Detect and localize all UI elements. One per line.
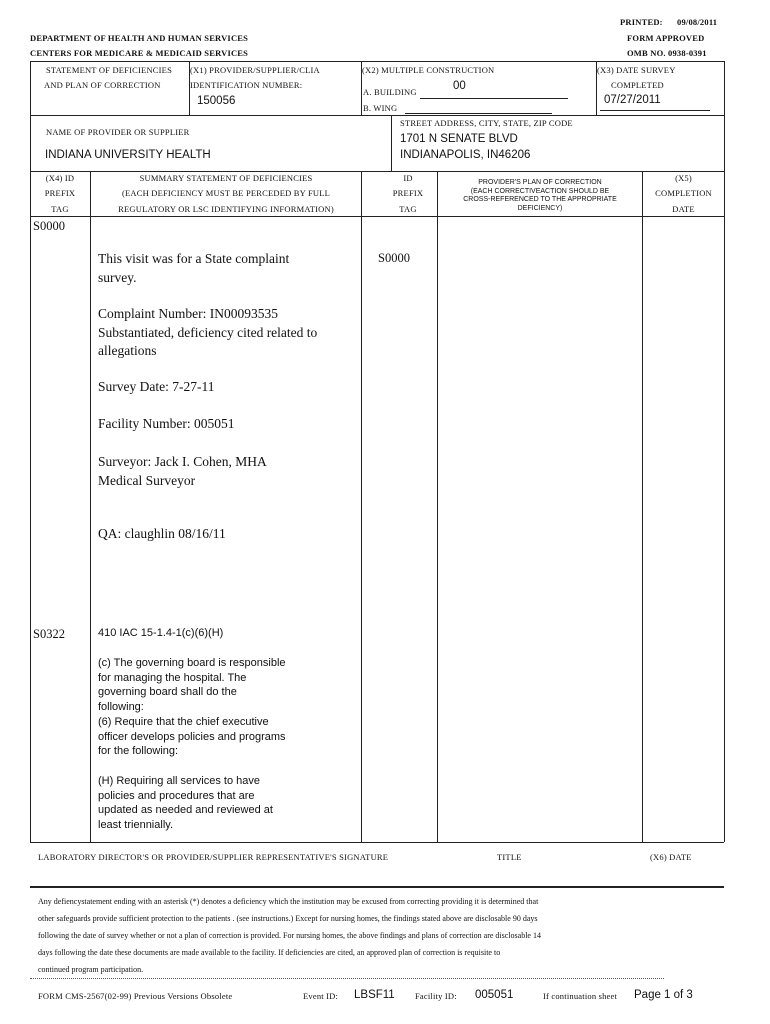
x3-label-1: (X3) DATE SURVEY <box>597 65 676 75</box>
x5-label-3: DATE <box>672 204 695 214</box>
x2-label: (X2) MULTIPLE CONSTRUCTION <box>362 65 495 75</box>
id-label-3: TAG <box>399 204 417 214</box>
divider-summary <box>361 171 362 842</box>
rule-body <box>30 216 724 217</box>
text-line: allegations <box>98 343 157 358</box>
text-line: This visit was for a State complaint <box>98 251 290 266</box>
divider-address <box>391 115 392 171</box>
event-id-value: LBSF11 <box>354 989 395 1001</box>
text-line: Substantiated, deficiency cited related to <box>98 324 318 340</box>
plan-header <box>438 179 642 213</box>
text-line: least triennially. <box>98 819 173 832</box>
rule-provider <box>30 115 724 116</box>
building-underline <box>420 98 568 99</box>
rule-top <box>30 61 724 62</box>
wing-underline <box>405 113 552 114</box>
text-line: survey. <box>98 269 137 285</box>
text-line: Complaint Number: IN00093535 <box>98 306 278 321</box>
provider-name-label: NAME OF PROVIDER OR SUPPLIER <box>46 127 190 137</box>
department-title: DEPARTMENT OF HEALTH AND HUMAN SERVICES <box>30 33 249 43</box>
plan-label-1: PROVIDER'S PLAN OF CORRECTION <box>478 179 602 186</box>
building-value: 00 <box>453 80 466 92</box>
rule-signature <box>30 842 724 843</box>
rule-bottom <box>30 978 664 979</box>
survey-date-line: Survey Date: 7-27-11 <box>98 379 215 394</box>
x4-label-2: PREFIX <box>44 188 76 198</box>
x4-label-1: (X4) ID <box>45 173 75 183</box>
border-right <box>724 61 725 842</box>
paragraph-surveyor <box>98 453 267 490</box>
text-line: (H) Requiring all services to have <box>98 775 261 787</box>
continuation-label: If continuation sheet <box>543 991 618 1001</box>
summary-label-3: REGULATORY OR LSC IDENTIFYING INFORMATION) <box>118 204 334 214</box>
text-line: for managing the hospital. The <box>98 671 247 684</box>
building-label: A. BUILDING <box>363 87 417 97</box>
divider-plan <box>642 171 643 842</box>
footnote-line: days following the date these documents are made available to the facility. If deficiencies are cited, an approved plan of correction is requisite to <box>38 948 501 957</box>
paragraph-policies <box>98 774 273 833</box>
id-label-2: PREFIX <box>392 188 424 198</box>
text-line: officer develops policies and programs <box>98 730 286 743</box>
footnote-line: following the date of survey whether or not a plan of correction is provided. For nursing homes, the above findings and plans of correction are disclosable 14 <box>38 931 541 940</box>
x3-label-2: COMPLETED <box>611 80 664 90</box>
text-line: for the following: <box>98 745 179 758</box>
qa-line: QA: claughlin 08/16/11 <box>98 526 226 541</box>
address-line-2: INDIANAPOLIS, IN46206 <box>400 149 531 161</box>
survey-date-value: 07/27/2011 <box>604 94 661 106</box>
address-line-1: 1701 N SENATE BLVD <box>400 133 518 145</box>
text-line: Surveyor: Jack I. Cohen, MHA <box>98 454 267 469</box>
x5-label-2: COMPLETION <box>655 188 712 198</box>
event-id-label: Event ID: <box>303 991 339 1001</box>
footnote-line: Any defiencystatement ending with an asterisk (*) denotes a deficiency which the institution may be excused from correcting providing it is determined that <box>38 897 539 906</box>
paragraph-governing-board <box>98 656 286 759</box>
summary-label-2: (EACH DEFICIENCY MUST BE PERCEDED BY FULL <box>121 188 331 198</box>
text-line: policies and procedures that are <box>98 789 255 802</box>
paragraph-complaint <box>98 305 317 361</box>
rule-columns <box>30 171 724 172</box>
form-approved: FORM APPROVED <box>627 33 705 43</box>
x1-label-1: (X1) PROVIDER/SUPPLIER/CLIA <box>190 65 320 75</box>
divider-tag <box>90 171 91 842</box>
divider-id <box>437 171 438 842</box>
footnote-line: continued program participation. <box>38 965 144 974</box>
text-line: Medical Surveyor <box>98 472 196 488</box>
address-label: STREET ADDRESS, CITY, STATE, ZIP CODE <box>400 118 573 128</box>
tag-s0000-right: S0000 <box>378 251 410 265</box>
regulation-citation: 410 IAC 15-1.4-1(c)(6)(H) <box>98 627 224 639</box>
printed-date: 09/08/2011 <box>677 17 718 27</box>
form-number: FORM CMS-2567(02-99) Previous Versions Obsolete <box>38 991 233 1001</box>
facility-number-line: Facility Number: 005051 <box>98 416 235 431</box>
survey-date-underline <box>600 110 710 111</box>
plan-label-2: (EACH CORRECTIVEACTION SHOULD BE <box>470 187 610 195</box>
id-label-1: ID <box>403 173 413 183</box>
facility-id-value: 005051 <box>475 989 514 1001</box>
plan-label-4: DEFICIENCY) <box>517 204 563 212</box>
facility-id-label: Facility ID: <box>415 991 457 1001</box>
page-number: Page 1 of 3 <box>634 989 693 1001</box>
signature-label: LABORATORY DIRECTOR'S OR PROVIDER/SUPPLIER REPRESENTATIVE'S SIGNATURE <box>38 852 389 862</box>
text-line: governing board shall do the <box>98 686 237 699</box>
wing-label: B. WING <box>363 103 398 113</box>
footnote-line: other safeguards provide sufficient protection to the patients . (see instructions.) Except for nursing homes, the findings stated above are disclosable 90 days <box>38 914 538 923</box>
text-line: (6) Require that the chief executive <box>98 715 269 728</box>
printed-label: PRINTED: <box>620 17 663 27</box>
title-label: TITLE <box>497 852 522 862</box>
centers-title: CENTERS FOR MEDICARE & MEDICAID SERVICES <box>30 48 249 58</box>
provider-name-value: INDIANA UNIVERSITY HEALTH <box>45 149 211 161</box>
omb-number: OMB NO. 0938-0391 <box>627 48 707 58</box>
summary-label-1: SUMMARY STATEMENT OF DEFICIENCIES <box>139 173 313 183</box>
text-line: (c) The governing board is responsible <box>98 657 286 669</box>
provider-id-value: 150056 <box>197 95 236 107</box>
statement-label-2: AND PLAN OF CORRECTION <box>44 80 161 90</box>
plan-label-3: CROSS-REFERENCED TO THE APPROPRIATE <box>463 196 617 203</box>
text-line: updated as needed and reviewed at <box>98 804 273 817</box>
rule-footnote <box>30 886 724 888</box>
statement-label-1: STATEMENT OF DEFICIENCIES <box>46 65 173 75</box>
tag-s0000: S0000 <box>33 219 65 233</box>
tag-s0322: S0322 <box>33 627 65 641</box>
footnote <box>38 893 541 978</box>
x6-date-label: (X6) DATE <box>650 852 692 862</box>
x1-label-2: IDENTIFICATION NUMBER: <box>190 80 303 90</box>
x5-label-1: (X5) <box>675 173 692 183</box>
paragraph-visit <box>98 250 289 287</box>
x4-label-3: TAG <box>51 204 69 214</box>
text-line: following: <box>98 701 144 714</box>
